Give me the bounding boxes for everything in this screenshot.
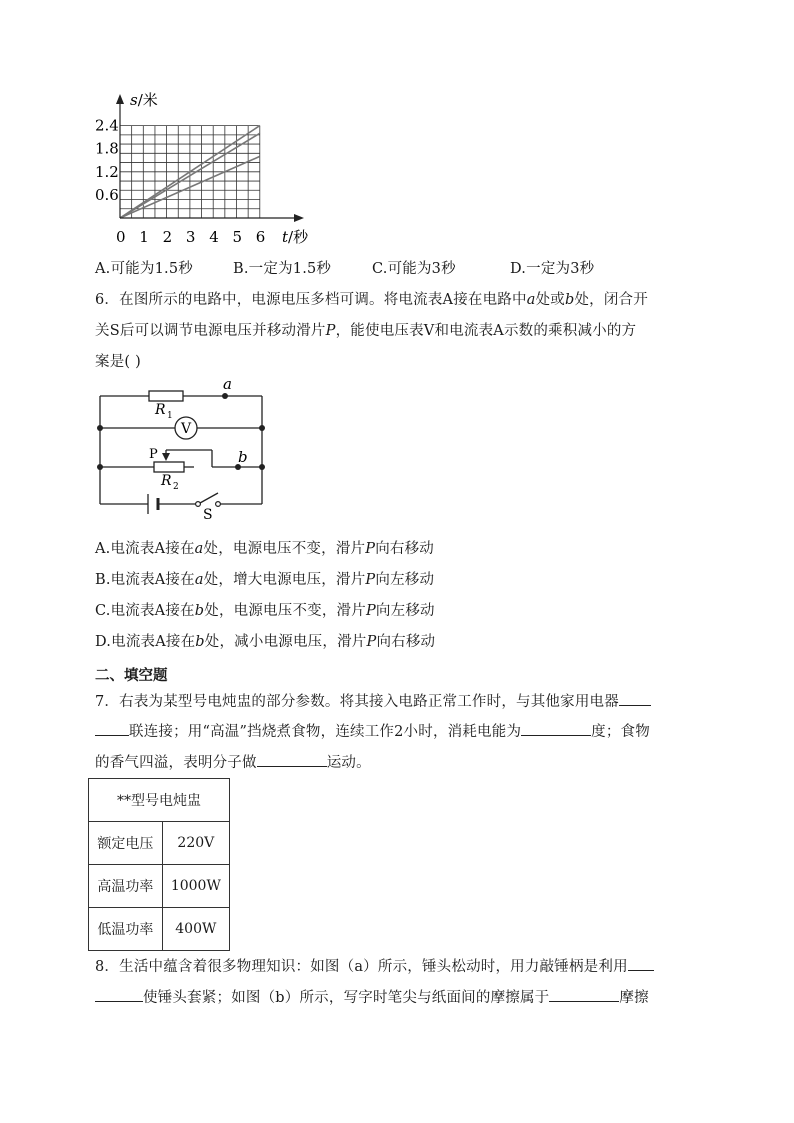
junction (97, 425, 103, 431)
point-a-dot (222, 393, 228, 399)
q7-blank-1a[interactable] (619, 691, 651, 706)
table-cell-label: 低温功率 (89, 908, 163, 951)
junction (97, 464, 103, 470)
resistor-r2 (154, 462, 184, 472)
table-header: **型号电炖盅 (89, 779, 230, 822)
x-tick-label: 5 (232, 228, 243, 246)
y-tick-labels (95, 117, 119, 204)
r1-label: R (155, 402, 166, 418)
st-graph (88, 88, 328, 248)
table-cell-value: 400W (162, 908, 229, 951)
switch-contact-left (196, 502, 201, 507)
x-tick-label: 3 (185, 228, 196, 246)
x-tick-label: 1 (139, 228, 149, 246)
q6-option-a: A.电流表A接在a处，电源电压不变，滑片P向右移动 (95, 541, 434, 557)
q7-blank-1b[interactable] (95, 721, 129, 736)
table-cell-value: 1000W (162, 865, 229, 908)
parameter-table (88, 778, 230, 951)
x-axis-arrow (294, 214, 304, 222)
q7-line2: 联连接；用“高温”挡烧煮食物，连续工作2小时，消耗电能为 度；食物 (95, 720, 650, 741)
section-heading-fill-in: 二、填空题 (95, 668, 168, 684)
q8-blank-1b[interactable] (95, 987, 143, 1002)
circuit-diagram (92, 372, 272, 522)
junction (259, 464, 265, 470)
x-tick-label: 6 (255, 228, 266, 246)
point-a-label: a (223, 375, 232, 393)
q7-line1: 7．右表为某型号电炖盅的部分参数。将其接入电路正常工作时，与其他家用电器 (95, 690, 651, 711)
q5-option-a: A.可能为1.5秒 (95, 261, 193, 277)
slider-p-label: P (149, 447, 158, 462)
r1-subscript: 1 (167, 411, 173, 421)
table-cell-value: 220V (162, 822, 229, 865)
q6-stem-line2: 关S后可以调节电源电压并移动滑片P，能使电压表V和电流表A示数的乘积减小的方 (95, 323, 637, 339)
q5-option-b: B.一定为1.5秒 (233, 261, 332, 277)
x-tick-labels (116, 228, 265, 246)
slider-arrow-icon (162, 453, 170, 461)
x-axis-label: t/秒 (282, 228, 309, 246)
r2-label: R (161, 473, 172, 489)
y-tick-label: 1.2 (95, 162, 119, 181)
q6-option-d: D.电流表A接在b处，减小电源电压，滑片P向右移动 (95, 634, 436, 650)
q6-stem-line3: 案是( ) (95, 354, 141, 370)
table-cell-label: 高温功率 (89, 865, 163, 908)
table-row (89, 779, 230, 822)
table-cell-label: 额定电压 (89, 822, 163, 865)
q8-blank-1a[interactable] (628, 956, 654, 971)
resistor-r1 (149, 391, 183, 401)
table-row (89, 908, 230, 951)
q7-blank-2[interactable] (521, 721, 591, 736)
q6-option-c: C.电流表A接在b处，电源电压不变，滑片P向左移动 (95, 603, 435, 619)
table-row (89, 822, 230, 865)
y-tick-label: 2.4 (95, 116, 119, 135)
switch-label: S (203, 507, 213, 522)
q7-line3: 的香气四溢，表明分子做 运动。 (95, 751, 371, 772)
point-b-label: b (238, 448, 248, 466)
r2-subscript: 2 (173, 482, 179, 492)
switch-blade (200, 493, 218, 503)
q7-blank-3[interactable] (257, 752, 327, 767)
q8-blank-2[interactable] (549, 987, 619, 1002)
y-axis-arrow (116, 94, 124, 104)
q5-option-c: C.可能为3秒 (372, 261, 456, 277)
q8-line2: 使锤头套紧；如图（b）所示，写字时笔尖与纸面间的摩擦属于 摩擦 (95, 986, 649, 1007)
junction (259, 425, 265, 431)
y-tick-label: 0.6 (95, 185, 119, 204)
q6-stem-line1: 6．在图所示的电路中，电源电压多档可调。将电流表A接在电路中a处或b处，闭合开 (95, 292, 648, 308)
switch-contact-right (216, 502, 221, 507)
voltmeter-label: V (181, 421, 192, 437)
y-tick-label: 1.8 (95, 139, 119, 158)
x-tick-label: 4 (209, 228, 219, 246)
x-tick-label: 0 (116, 228, 126, 246)
y-axis-label: s/米 (130, 91, 158, 109)
q5-option-d: D.一定为3秒 (510, 261, 595, 277)
table-row (89, 865, 230, 908)
q6-option-b: B.电流表A接在a处，增大电源电压，滑片P向左移动 (95, 572, 435, 588)
x-tick-label: 2 (162, 228, 173, 246)
q8-line1: 8．生活中蕴含着很多物理知识：如图（a）所示，锤头松动时，用力敲锤柄是利用 (95, 955, 654, 976)
